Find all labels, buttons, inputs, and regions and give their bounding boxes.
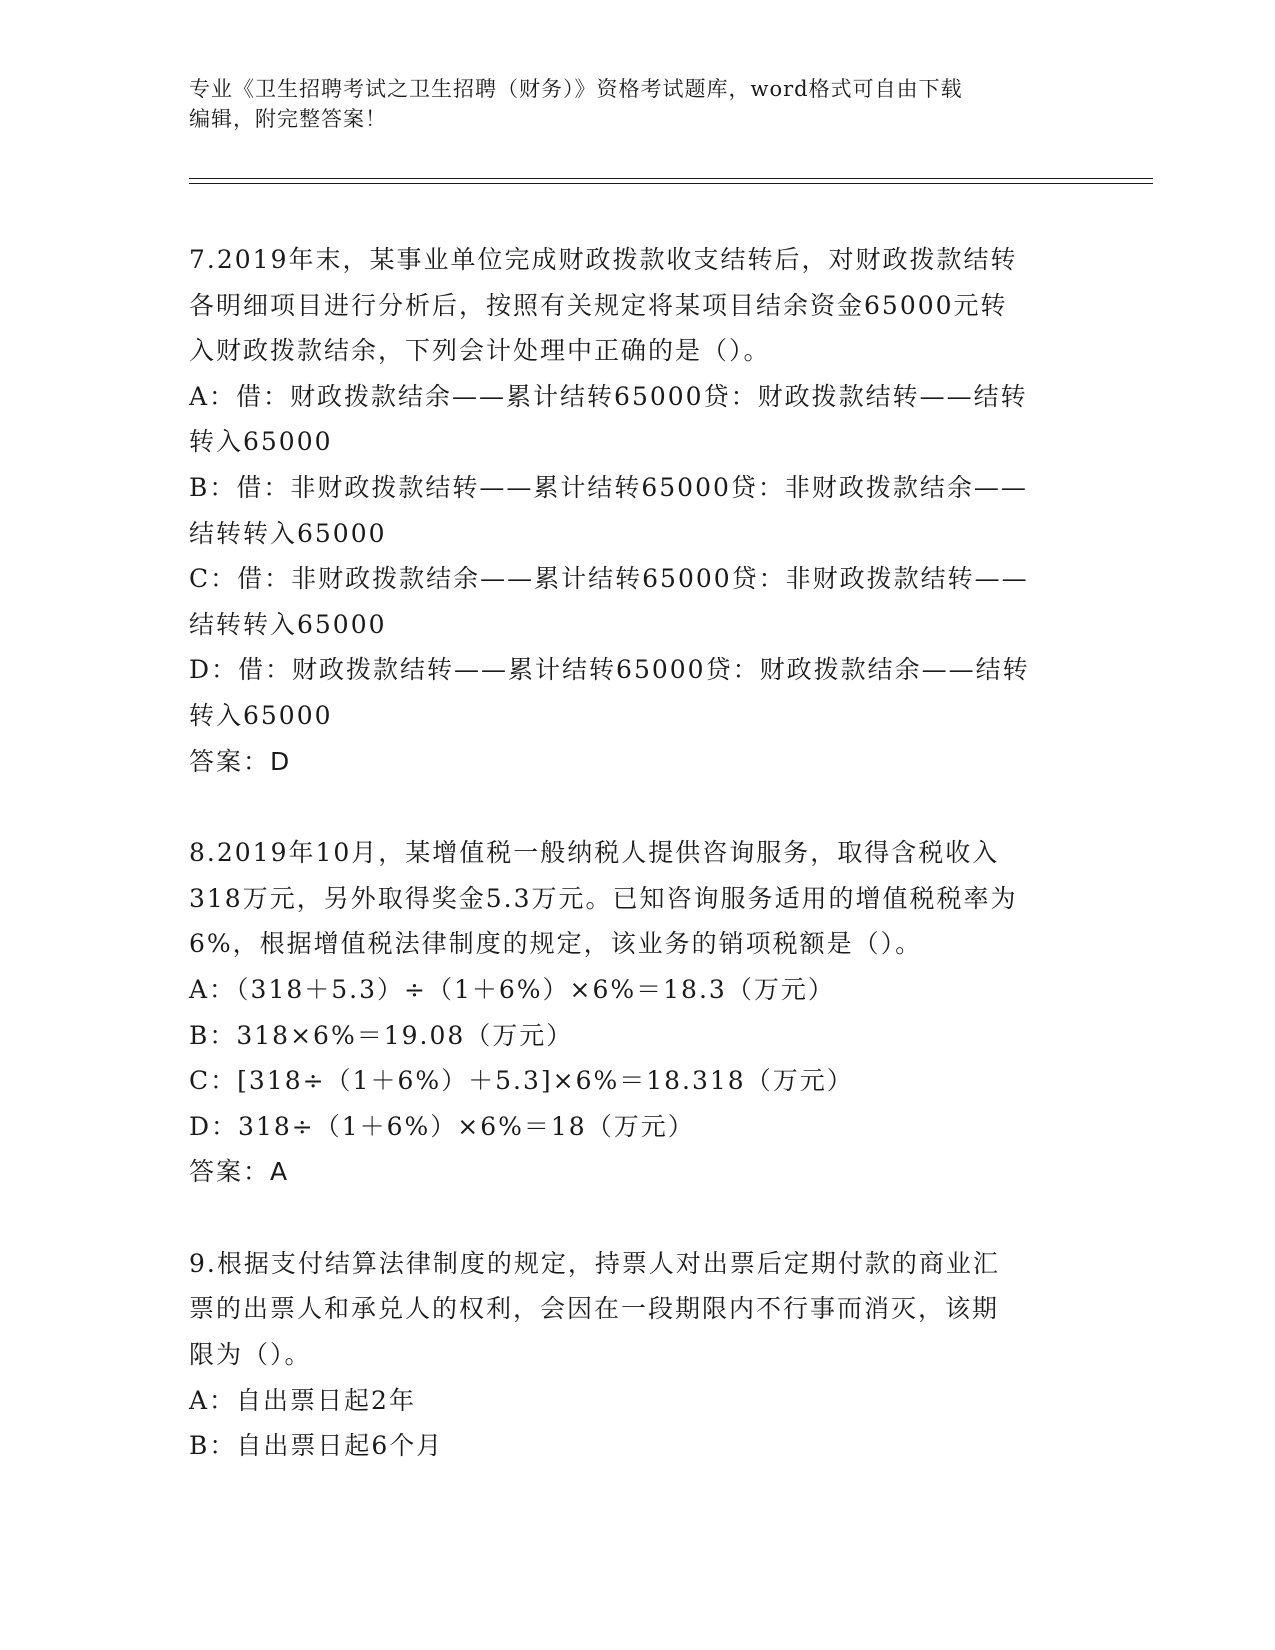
option-b-line: 结转转入65000 xyxy=(189,518,387,548)
page-header xyxy=(189,74,1079,134)
question-stem-line: 8.2019年10月，某增值税一般纳税人提供咨询服务，取得含税收入 xyxy=(189,838,1000,868)
option-c-line: 结转转入65000 xyxy=(189,609,387,639)
question-list xyxy=(189,237,1089,1515)
header-divider-bottom xyxy=(189,183,1153,184)
question-stem-line: 各明细项目进行分析后，按照有关规定将某项目结余资金65000元转 xyxy=(189,290,1008,320)
question-stem-line: 入财政拨款结余，下列会计处理中正确的是（）。 xyxy=(189,336,771,366)
question-stem-line: 票的出票人和承兑人的权利，会因在一段期限内不行事而消灭，该期 xyxy=(189,1294,1000,1324)
header-line-2: 编辑，附完整答案！ xyxy=(189,107,387,131)
option-b-line: B：自出票日起6个月 xyxy=(189,1431,444,1461)
answer-label: 答案：D xyxy=(189,746,292,776)
option-a-line: 转入65000 xyxy=(189,427,333,457)
question-stem-line: 7.2019年末，某事业单位完成财政拨款收支结转后，对财政拨款结转 xyxy=(189,245,1018,274)
question-7 xyxy=(189,237,1089,784)
question-stem-line: 9.根据支付结算法律制度的规定，持票人对出票后定期付款的商业汇 xyxy=(189,1248,1000,1278)
option-d-line: D：318÷（1＋6%）×6%＝18（万元） xyxy=(189,1111,695,1141)
option-c-line: C：借：非财政拨款结余——累计结转65000贷：非财政拨款结转—— xyxy=(189,564,1029,594)
option-d-line: D：借：财政拨款结转——累计结转65000贷：财政拨款结余——结转 xyxy=(189,655,1030,685)
option-a-line: A：自出票日起2年 xyxy=(189,1385,416,1415)
option-a-line: A：借：财政拨款结余——累计结转65000贷：财政拨款结转——结转 xyxy=(189,381,1028,411)
question-stem-line: 限为（）。 xyxy=(189,1340,312,1370)
option-c-line: C：[318÷（1＋6%）＋5.3]×6%＝18.318（万元） xyxy=(189,1066,854,1096)
question-8 xyxy=(189,830,1089,1195)
header-divider-top xyxy=(189,178,1153,179)
question-stem-line: 6%，根据增值税法律制度的规定，该业务的销项税额是（）。 xyxy=(189,929,923,959)
question-9 xyxy=(189,1241,1089,1469)
answer-label: 答案：A xyxy=(189,1157,290,1187)
option-a-line: A：（318＋5.3）÷（1＋6%）×6%＝18.3（万元） xyxy=(189,974,835,1004)
option-b-line: B：借：非财政拨款结转——累计结转65000贷：非财政拨款结余—— xyxy=(189,472,1028,502)
option-b-line: B：318×6%＝19.08（万元） xyxy=(189,1020,574,1050)
option-d-line: 转入65000 xyxy=(189,700,333,730)
question-stem-line: 318万元，另外取得奖金5.3万元。已知咨询服务适用的增值税税率为 xyxy=(189,883,1018,913)
header-line-1: 专业《卫生招聘考试之卫生招聘（财务）》资格考试题库，word格式可自由下载 xyxy=(189,77,963,101)
